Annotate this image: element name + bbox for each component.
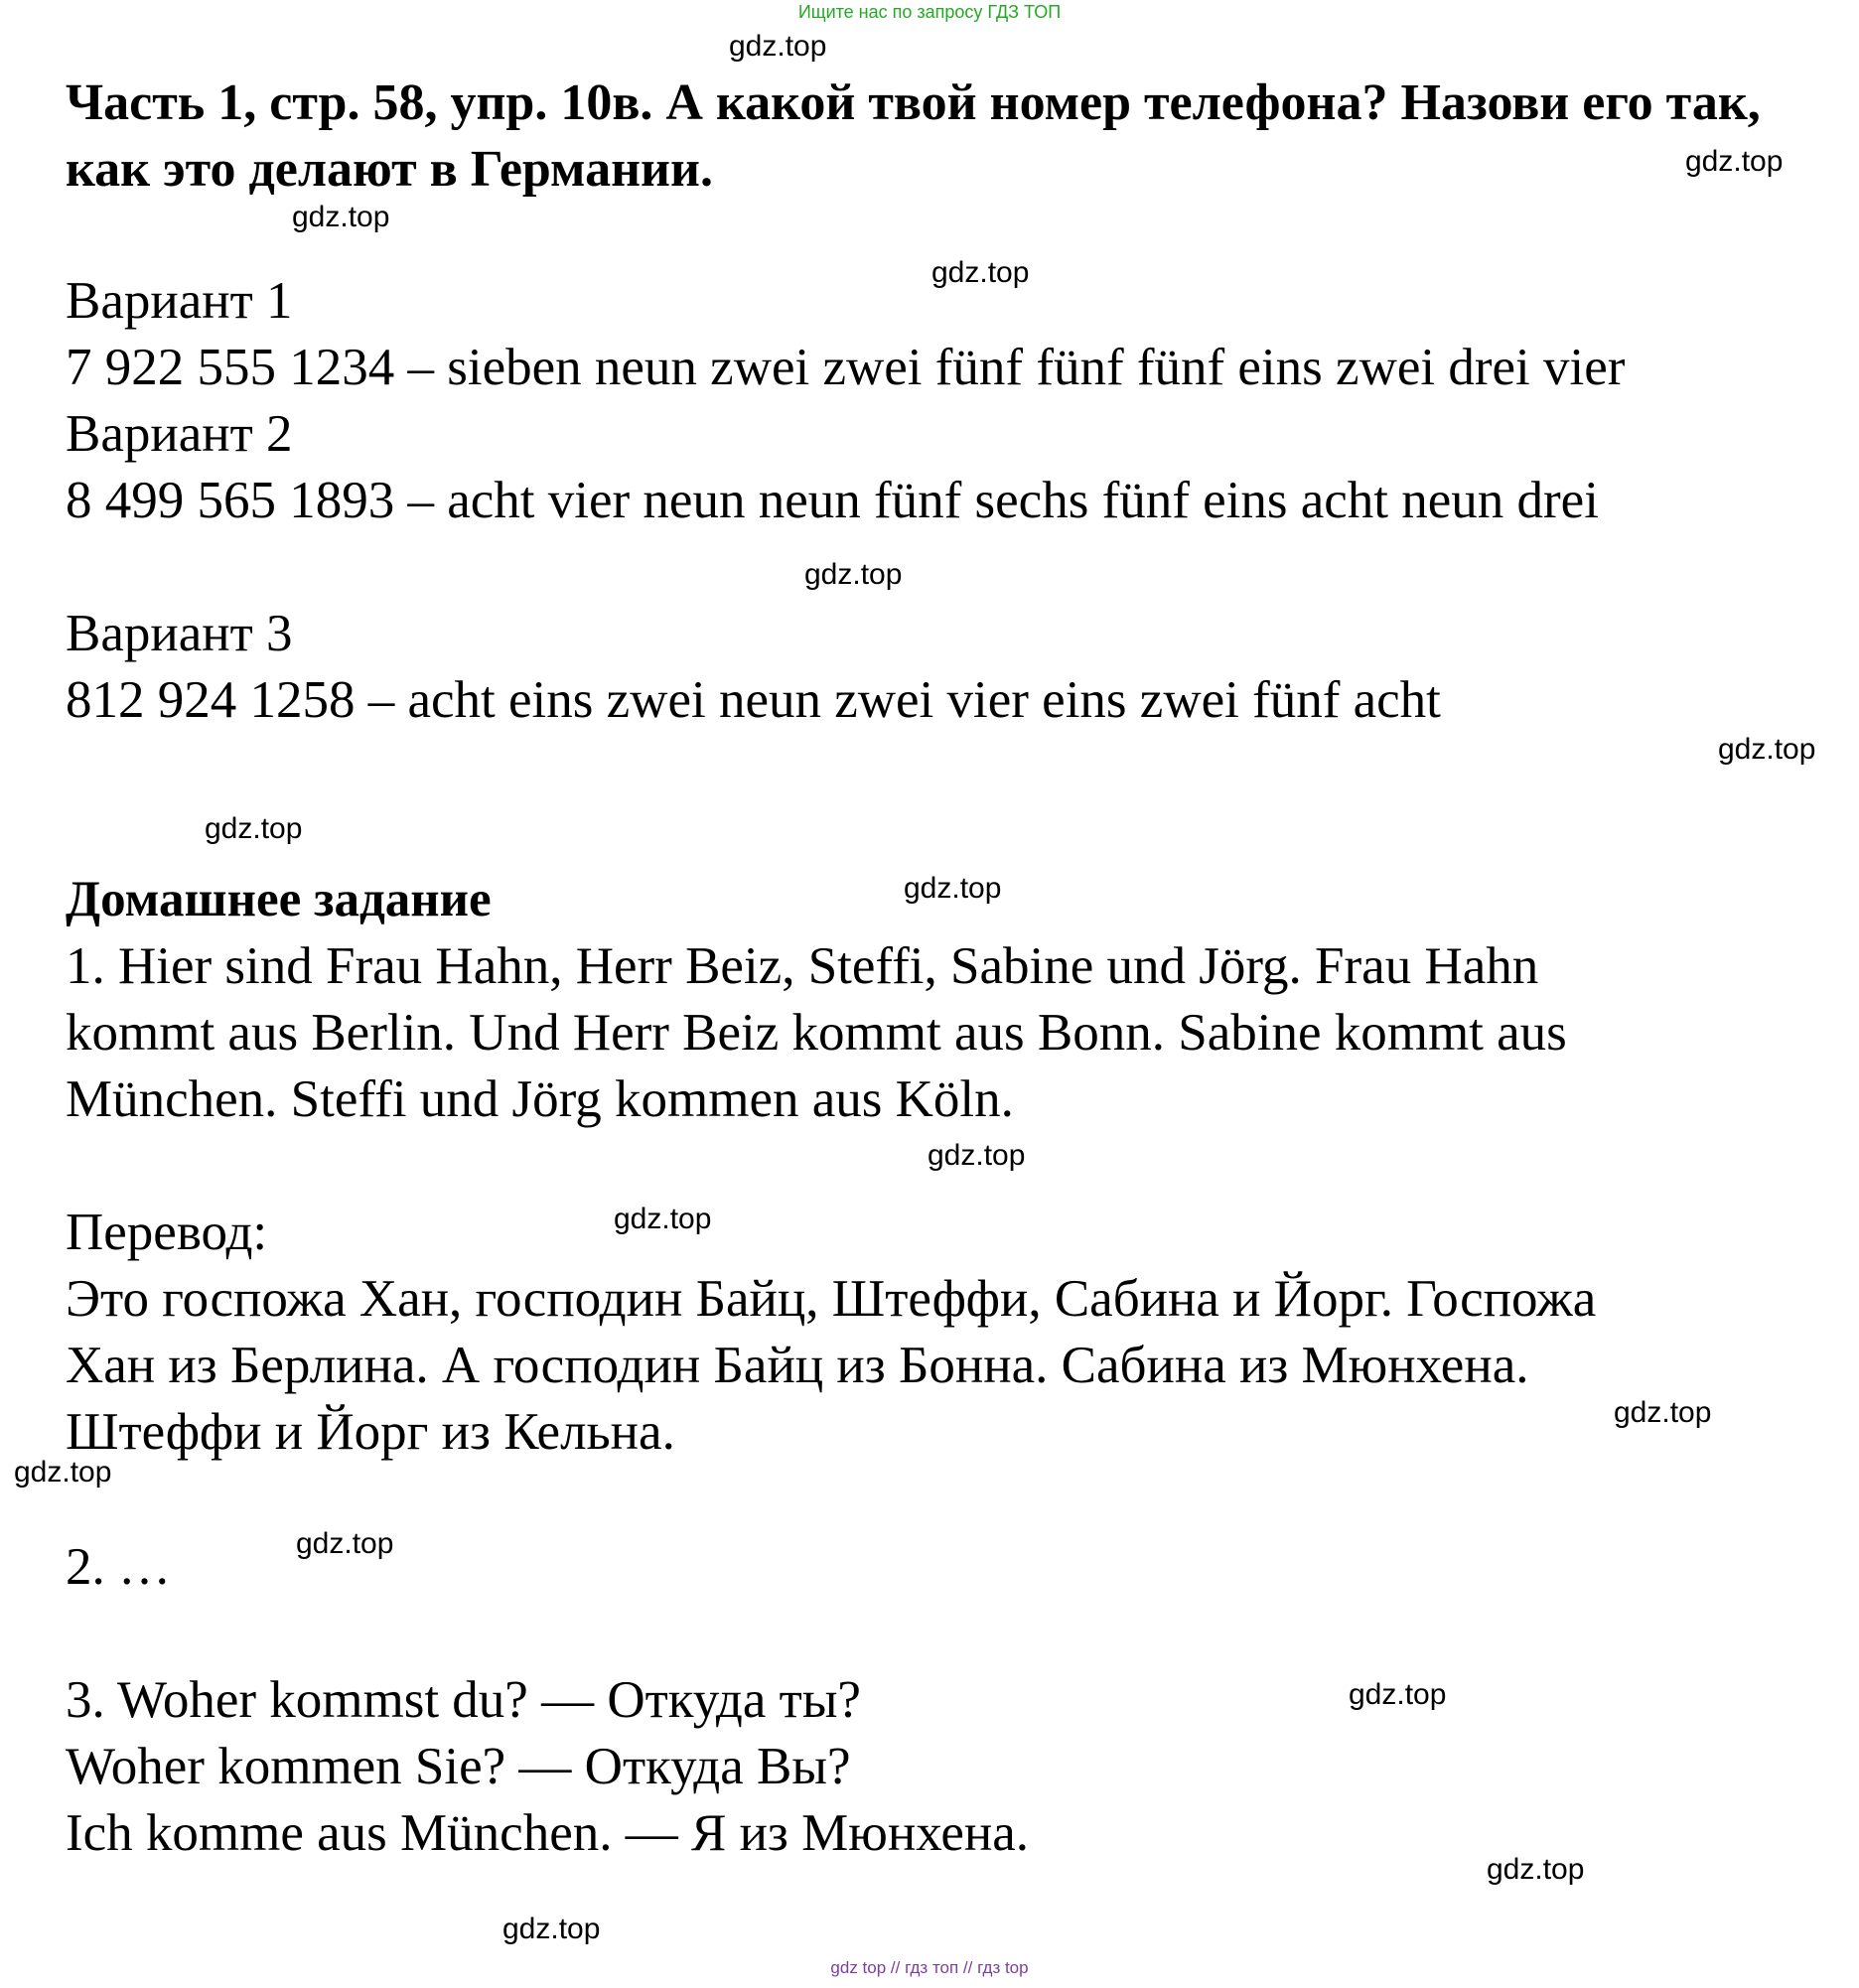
translation-line-2: Хан из Берлина. А господин Байц из Бонна. Сабина из Мюнхена.	[66, 1337, 1529, 1394]
task-2: 2. …	[66, 1538, 171, 1596]
variant-1-label: Вариант 1	[66, 272, 293, 330]
watermark: gdz.top	[296, 1527, 394, 1560]
watermark: gdz.top	[205, 812, 303, 845]
variant-2-number: 8 499 565 1893 – acht vier neun neun fünf sechs fünf eins acht neun drei	[66, 472, 1599, 529]
watermark: gdz.top	[904, 872, 1002, 905]
watermark: gdz.top	[292, 201, 390, 233]
task-1-line-2: kommt aus Berlin. Und Herr Beiz kommt aus Bonn. Sabine kommt aus	[66, 1004, 1567, 1062]
homework-title: Домашнее задание	[66, 872, 492, 927]
task-1-line-1: 1. Hier sind Frau Hahn, Herr Beiz, Steffi, Sabine und Jörg. Frau Hahn	[66, 937, 1539, 995]
variant-2-label: Вариант 2	[66, 405, 293, 463]
top-banner: Ищите нас по запросу ГДЗ ТОП	[797, 2, 1062, 22]
exercise-heading: Часть 1, стр. 58, упр. 10в. А какой твой номер телефона? Назови его так, как это делают в Германии.	[66, 74, 1761, 198]
bottom-banner: gdz top // гдз топ // гдз top	[830, 1958, 1029, 1977]
variant-1-number: 7 922 555 1234 – sieben neun zwei zwei fünf fünf fünf eins zwei drei vier	[66, 339, 1626, 396]
translation-line-3: Штеффи и Йорг из Кельна.	[66, 1403, 675, 1461]
watermark: gdz.top	[614, 1203, 712, 1235]
variant-3-label: Вариант 3	[66, 605, 293, 662]
watermark: gdz.top	[1718, 733, 1816, 766]
watermark: gdz.top	[502, 1913, 601, 1945]
watermark: gdz.top	[928, 1139, 1026, 1172]
variant-3-number: 812 924 1258 – acht eins zwei neun zwei vier eins zwei fünf acht	[66, 671, 1441, 729]
watermark: gdz.top	[1349, 1678, 1447, 1711]
watermark: gdz.top	[804, 558, 903, 591]
translation-line-1: Это госпожа Хан, господин Байц, Штеффи, Сабина и Йорг. Госпожа	[66, 1270, 1597, 1328]
task-1-line-3: München. Steffi und Jörg kommen aus Köln.	[66, 1070, 1014, 1128]
task-3-line-1: 3. Woher kommst du? — Откуда ты?	[66, 1671, 861, 1729]
task-3-line-3: Ich komme aus München. — Я из Мюнхена.	[66, 1804, 1030, 1862]
watermark: gdz.top	[14, 1456, 112, 1489]
watermark: gdz.top	[1685, 145, 1784, 178]
translation-label: Перевод:	[66, 1204, 268, 1261]
task-3-line-2: Woher kommen Sie? — Откуда Вы?	[66, 1738, 851, 1795]
watermark: gdz.top	[1614, 1396, 1712, 1429]
watermark: gdz.top	[729, 30, 827, 63]
watermark: gdz.top	[1487, 1853, 1585, 1886]
watermark: gdz.top	[931, 256, 1030, 289]
